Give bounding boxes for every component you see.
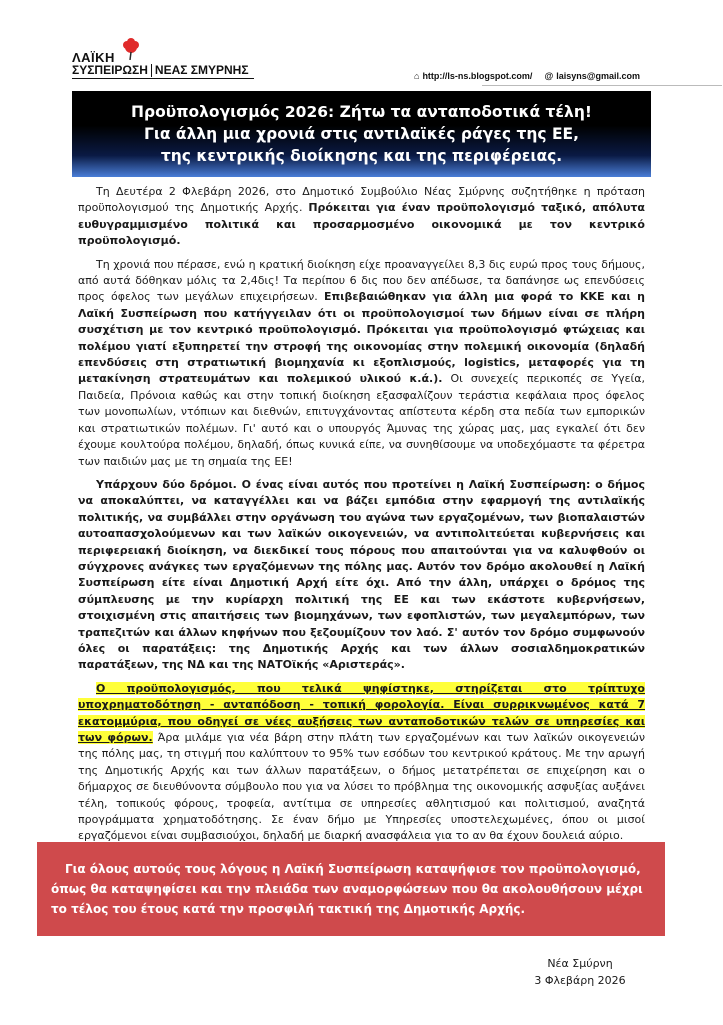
blog-link[interactable]: http://ls-ns.blogspot.com/	[422, 71, 533, 81]
conclusion-box	[37, 842, 665, 936]
letterhead	[72, 38, 652, 88]
signature-place: Νέα Σμύρνη	[547, 957, 613, 970]
title-line-1: Προϋπολογισμός 2026: Ζήτω τα ανταποδοτικά τέλη!	[131, 103, 592, 121]
logo-separator	[151, 64, 152, 77]
logo-underline	[72, 78, 254, 79]
paragraph-1-intro: Τη Δευτέρα 2 Φλεβάρη 2026, στο Δημοτικό Συμβούλιο Νέας Σμύρνης συζητήθηκε η πρόταση προϋπολογισμού της Δημοτικής Αρχής.	[78, 185, 645, 215]
paragraph-1	[78, 184, 645, 250]
signature-date: 3 Φλεβάρη 2026	[534, 974, 626, 987]
carnation-logo-icon	[120, 38, 142, 60]
paragraph-4-highlight: Ο προϋπολογισμός, που τελικά ψηφίστηκε, στηρίζεται στο τρίπτυχο υποχρηματοδότηση - ανταπόδοση - τοπική φορολογία. Είναι συρρικνωμένος κατά 7 εκατομμύρια, που οδηγεί σε νέες αυξήσεις των ανταποδοτικών τελών σε υπηρεσίες και των φόρων.	[78, 681, 645, 744]
paragraph-2-intro: Τη χρονιά που πέρασε, ενώ η κρατική διοίκηση είχε προαναγγείλει 8,3 δις ευρώ προς τους δήμους, από αυτά δόθηκαν μόλις τα 2,4δις! Τα περίπου 6 δις που δεν απέδωσε, τα δαπάνησε ως επενδύσεις προς όφελος των μεγάλων επιχειρήσεων.	[78, 257, 645, 304]
title-line-2: Για άλλη μια χρονιά στις αντιλαϊκές ράγες της ΕΕ,	[143, 125, 580, 143]
conclusion-text: Για όλους αυτούς τους λόγους η Λαϊκή Συσπείρωση καταψήφισε τον προϋπολογισμό, όπως θα καταψηφίσει και την πλειάδα των αναμορφώσεων που θα ακολουθήσουν μέχρι το τέλος του έτους κατά την προσφιλή τακτική της Δημοτικής Αρχής.	[51, 862, 643, 916]
logo-text-bottom	[72, 63, 249, 77]
logo-text-organisation: ΣΥΣΠΕΙΡΩΣΗ	[72, 63, 148, 77]
home-icon: ⌂	[414, 71, 420, 81]
paragraph-1-bold: Πρόκειται για έναν προϋπολογισμό ταξικό, απόλυτα ευθυγραμμισμένο πολιτικά και προσαρμοσμένο οικονομικά με τον κεντρικό προϋπολογισμό.	[78, 201, 645, 248]
paragraph-4-rest: Άρα μιλάμε για νέα βάρη στην πλάτη των εργαζομένων και των λαϊκών οικογενειών της πόλης μας, τη στιγμή που καλύπτουν το 95% των εσόδων του κεντρικού κράτους. Με την αρωγή της Δημοτικής Αρχής και των άλλων παρατάξεων, ο δήμος μετατρέπεται σε επιχείρηση και ο δήμαρχος σε διευθύνοντα σύμβουλο που για να λύσει το πρόβλημα της οικονομικής ασφυξίας αυξάνει τέλη, τοπικούς φόρους, τροφεία, αντίτιμα σε υπηρεσίες αθλητισμού και πολιτισμού, αναζητά προγράμματα χρηματοδότησης. Σε έναν δήμο με Υπηρεσίες υποστελεχωμένες, όπου οι μισοί εργαζόμενοι είναι συμβασιούχοι, δηλαδή με διαρκή ανασφάλεια για το αν θα έχουν δουλειά αύριο.	[78, 731, 646, 843]
title-line-3: της κεντρικής διοίκησης και της περιφέρειας.	[160, 147, 563, 165]
logo-text-top: ΛΑΪΚΗ	[72, 50, 115, 65]
header-rule	[482, 85, 722, 86]
blog-link-item[interactable]	[414, 71, 532, 81]
title-banner	[72, 91, 651, 177]
paragraph-4	[78, 681, 645, 845]
signature-block	[520, 955, 640, 989]
logo-text-location: ΝΕΑΣ ΣΜΥΡΝΗΣ	[154, 63, 249, 77]
paragraph-2-rest: Οι συνεχείς περικοπές σε Υγεία, Παιδεία, Πρόνοια καθώς και στην τοπική διοίκηση εξασφαλίζουν τεράστια κεφάλαια προς όφελος των μονοπωλίων, ντόπιων και διεθνών, επιτυγχάνοντας απίστευτα κέρδη στα πεδία των εμπορικών και στρατιωτικών πολέμων. Γι' αυτό και ο υπουργός Άμυνας της χώρας μας, μας εγκαλεί ότι δεν έχουμε κουλτούρα πολέμου, δηλαδή, όπως κυνικά είπε, να συνηθίσουμε να υποδεχόμαστε τα φέρετρα των παιδιών μας με τη σημαία της ΕΕ!	[78, 372, 646, 468]
email-link-item[interactable]	[544, 71, 640, 81]
email-link[interactable]: laisyns@gmail.com	[556, 71, 641, 81]
article-body	[78, 184, 645, 852]
paragraph-2-bold: Επιβεβαιώθηκαν για άλλη μια φορά το ΚΚΕ και η Λαϊκή Συσπείρωση που κατήγγειλαν ότι οι προϋπολογισμοί των δήμων είναι σε πλήρη συσχέτιση με τον κεντρικό προϋπολογισμό. Πρόκειται για προϋπολογισμό φτώχειας και πολέμου γιατί εξυπηρετεί την στροφή της οικονομίας στην πολεμική οικονομία (δηλαδή επενδύσεις στη στρατιωτική βιομηχανία κι εξοπλισμούς, logistics, μεταφορές για τη μετακίνηση στρατευμάτων και πολεμικού υλικού κ.ά.).	[78, 290, 645, 386]
at-icon: @	[544, 71, 554, 81]
paragraph-2	[78, 257, 645, 470]
paragraph-3: Υπάρχουν δύο δρόμοι. Ο ένας είναι αυτός που προτείνει η Λαϊκή Συσπείρωση: ο δήμος να αποκαλύπτει, να καταγγέλλει και να βάζει εμπόδια στην εφαρμογή της αντιλαϊκής πολιτικής, να συμβάλλει στην οργάνωση του αγώνα των εργαζομένων, των βιοπαλαιστών αυτοαπασχολούμενων και των λαϊκών οικογενειών, να αντιπολιτεύεται κυβερνήσεις και περιφερειακή διοίκηση, να διεκδικεί τους πόρους που απαιτούνται για να καλυφθούν οι σύγχρονες ανάγκες των εργαζόμενων της πόλης μας. Αυτόν τον δρόμο ακολουθεί η Λαϊκή Συσπείρωση είτε είναι Δημοτική Αρχή είτε όχι. Από την άλλη, υπάρχει ο δρόμος της σύμπλευσης με την κυρίαρχη πολιτική της ΕΕ και των εκάστοτε κυβερνήσεων, στοιχισμένη στις απαιτήσεις των βιομηχάνων, των εφοπλιστών, των μεγαλεμπόρων, των τραπεζιτών και άλλων κηφήνων που ξεζουμίζουν τον λαό. Σ' αυτόν τον δρόμο συμφωνούν όλες οι παρατάξεις: της Δημοτικής Αρχής και των άλλων σοσιαλδημοκρατικών παρατάξεων, της ΝΔ και της ΝΑΤΟϊκής «Αριστεράς».	[78, 477, 645, 672]
contact-links	[414, 71, 640, 81]
